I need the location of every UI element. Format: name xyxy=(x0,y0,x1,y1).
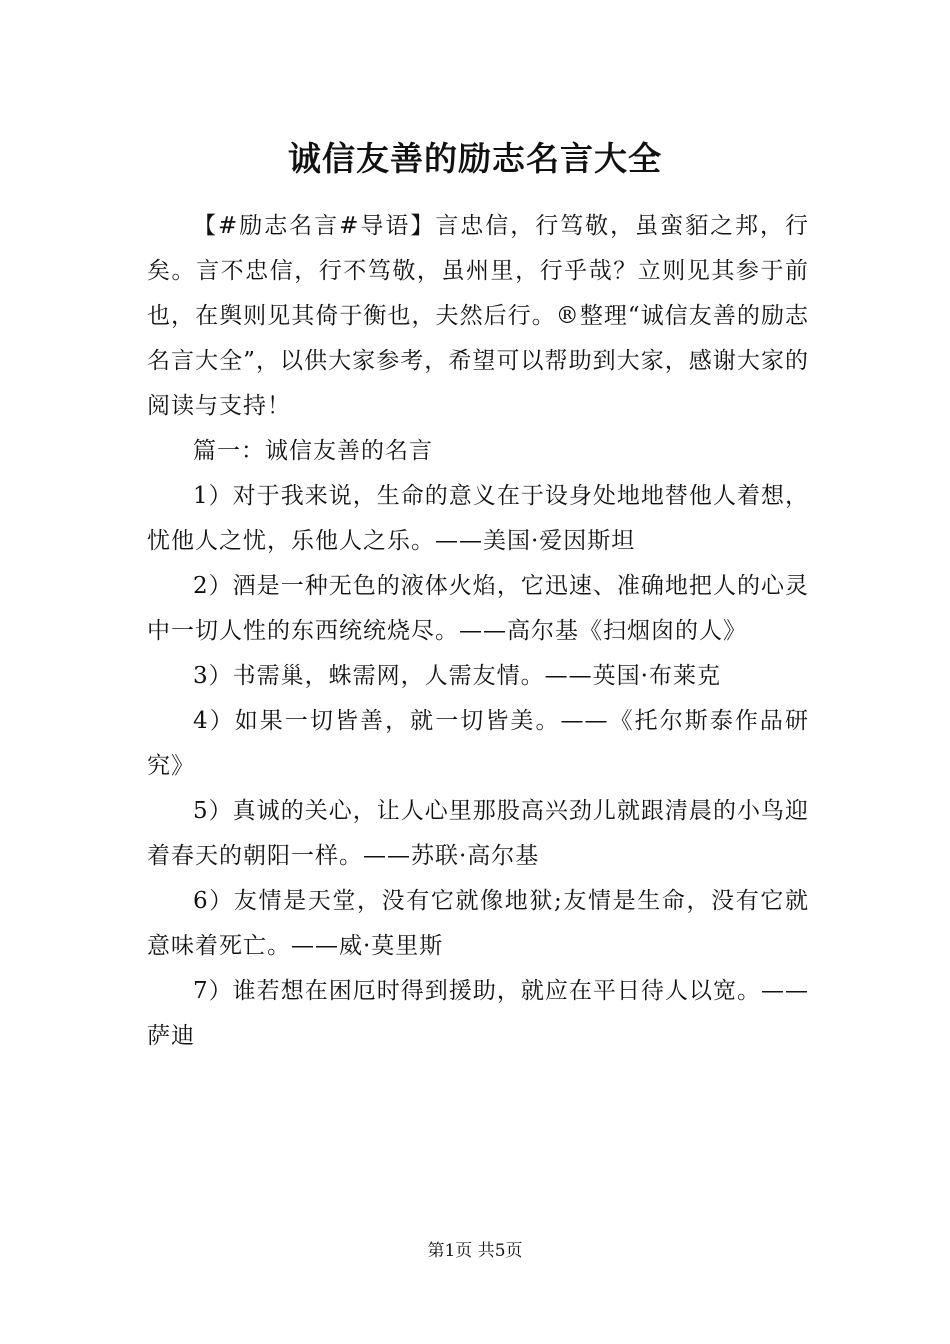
quote-item: 1）对于我来说，生命的意义在于设身处地地替他人着想，忧他人之忧，乐他人之乐。——美国·爱因斯坦 xyxy=(147,483,809,554)
section-heading: 篇一：诚信友善的名言 xyxy=(193,438,433,464)
intro-paragraph: 【#励志名言#导语】言忠信，行笃敬，虽蛮貊之邦，行矣。言不忠信，行不笃敬，虽州里，行乎哉？立则见其参于前也，在舆则见其倚于衡也，夫然后行。®整理“诚信友善的励志名言大全”，以供大家参考，希望可以帮助到大家，感谢大家的阅读与支持！ xyxy=(147,213,809,419)
page-footer: 第1页 共5页 xyxy=(427,1241,523,1261)
quote-item: 5）真诚的关心，让人心里那股高兴劲儿就跟清晨的小鸟迎着春天的朝阳一样。——苏联·高尔基 xyxy=(147,798,809,869)
quote-item: 3）书需巢，蛛需网，人需友情。——英国·布莱克 xyxy=(193,663,721,689)
quote-item: 6）友情是天堂，没有它就像地狱;友情是生命，没有它就意味着死亡。——威·莫里斯 xyxy=(147,888,809,959)
document-body xyxy=(147,204,809,1059)
quote-item: 2）酒是一种无色的液体火焰，它迅速、准确地把人的心灵中一切人性的东西统统烧尽。——高尔基《扫烟囱的人》 xyxy=(147,573,809,644)
document-title: 诚信友善的励志名言大全 xyxy=(288,139,662,178)
quote-item: 4）如果一切皆善，就一切皆美。——《托尔斯泰作品研究》 xyxy=(147,708,809,779)
quote-item: 7）谁若想在困厄时得到援助，就应在平日待人以宽。——萨迪 xyxy=(147,978,809,1049)
